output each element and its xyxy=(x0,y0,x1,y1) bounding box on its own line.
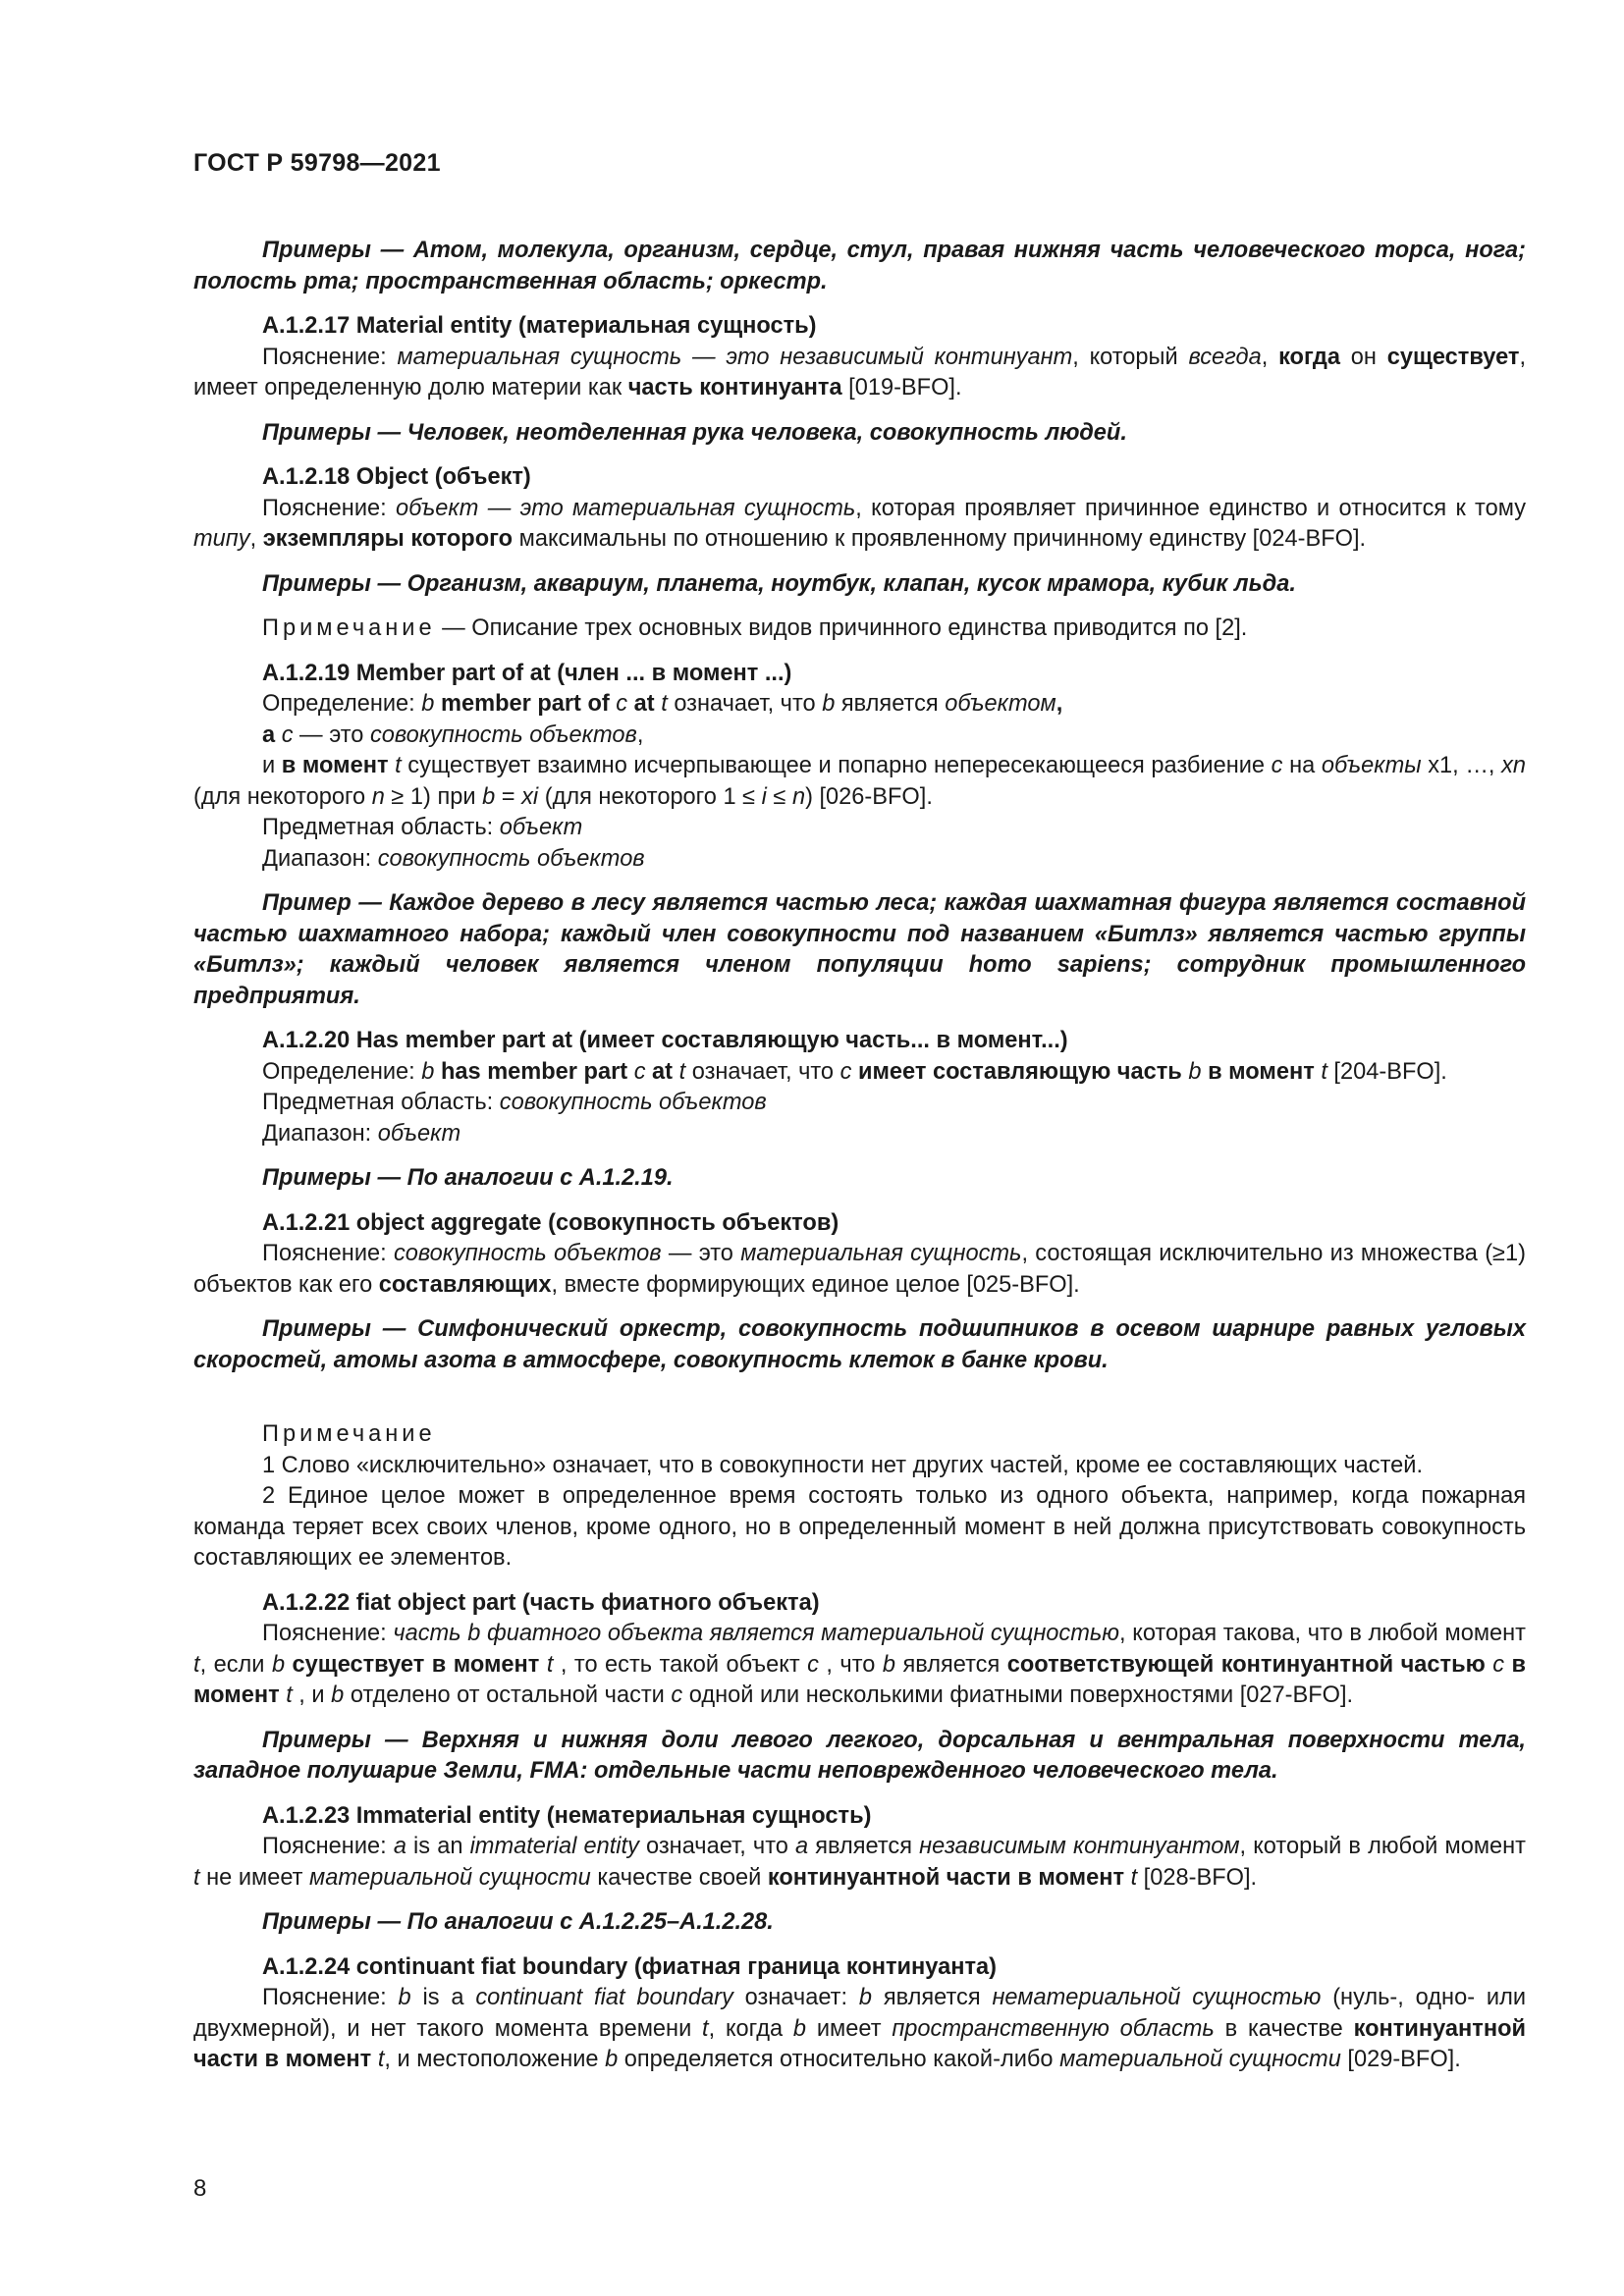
document-header: ГОСТ Р 59798—2021 xyxy=(193,149,441,177)
paragraph: Пояснение: совокупность объектов — это материальная сущность, состоящая исключительно из множества (≥1) объектов как его составляющих, вместе формирующих единое целое [025-BFO]. xyxy=(193,1241,1526,1298)
example-text: Примеры — По аналогии с А.1.2.25–А.1.2.28. xyxy=(262,1909,774,1935)
paragraph: Пояснение: часть b фиатного объекта является материальной сущностью, которая такова, что в любой момент t, если b существует в момент t , то есть такой объект c , что b является соответствующей континуантной частью c в момент t , и b отделено от остальной части c одной или несколькими фиатными поверхностями [027-BFO]. xyxy=(193,1621,1527,1708)
paragraph: Определение: b has member part c at t означает, что c имеет составляющую часть b в момент t [204-BFO]. xyxy=(262,1058,1447,1085)
example-text: Примеры — Человек, неотделенная рука человека, совокупность людей. xyxy=(262,419,1127,446)
paragraph: и в момент t существует взаимно исчерпывающее и попарно непересекающееся разбиение c на объекты x1, …, xn (для некоторого n ≥ 1) при b = xi (для некоторого 1 ≤ i ≤ n) [026-BFO]. xyxy=(193,753,1526,810)
example-text: Примеры — Организм, аквариум, планета, ноутбук, клапан, кусок мрамора, кубик льда. xyxy=(262,570,1296,597)
example-text: Пример — Каждое дерево в лесу является частью леса; каждая шахматная фигура является составной частью шахматного набора; каждый член совокупности под названием «Битлз» является частью группы «Битлз»; каждый человек является членом популяции hoто sapiens; сотрудник промышленного предприятия. xyxy=(193,890,1526,1009)
paragraph: 2 Единое целое может в определенное время состоять только из одного объекта, например, когда пожарная команда теряет всех своих членов, кроме одного, но в определенный момент в ней должна присутствовать совокупность составляющих ее элементов. xyxy=(193,1483,1526,1571)
paragraph: Пояснение: материальная сущность — это независимый континуант, который всегда, когда он существует, имеет определенную долю материи как часть континуанта [019-BFO]. xyxy=(193,344,1526,400)
paragraph: Диапазон: объект xyxy=(262,1120,461,1147)
example-text: Примеры — Верхняя и нижняя доли левого легкого, дорсальная и вентральная поверхности тела, западное полушарие Земли, FMA: отдельные части неповрежденного человеческого тела. xyxy=(193,1727,1526,1784)
note-label: Примечание xyxy=(262,1421,436,1447)
section-heading: А.1.2.21 object aggregate (совокупность объектов) xyxy=(262,1209,839,1236)
example-text: Примеры — Атом, молекула, организм, сердце, стул, правая нижняя часть человеческого торса, нога; полость рта; пространственная область; оркестр. xyxy=(193,238,1526,294)
paragraph: а c — это совокупность объектов, xyxy=(262,721,644,748)
section-heading: А.1.2.19 Member part of at (член ... в момент ...) xyxy=(262,660,792,686)
paragraph: Пояснение: объект — это материальная сущность, которая проявляет причинное единство и относится к тому типу, экземпляры которого максимальны по отношению к проявленному причинному единству [024-BFO]. xyxy=(193,495,1526,552)
document-body xyxy=(193,222,1526,2076)
paragraph: Предметная область: объект xyxy=(262,815,583,840)
section-heading: А.1.2.22 fiat object part (часть фиатного объекта) xyxy=(262,1589,820,1616)
paragraph: 1 Слово «исключительно» означает, что в совокупности нет других частей, кроме ее составляющих частей. xyxy=(262,1452,1424,1478)
paragraph: Пояснение: b is a continuant fiat boundary означает: b является нематериальной сущностью (нуль-, одно- или двухмерной), и нет такого момента времени t, когда b имеет пространственную область в качестве континуантной части в момент t, и местоположение b определяется относительно какой-либо материальной сущности [029-BFO]. xyxy=(193,1985,1527,2072)
section-heading: А.1.2.20 Has member part at (имеет составляющую часть... в момент...) xyxy=(262,1028,1068,1053)
paragraph: Предметная область: совокупность объектов xyxy=(262,1090,767,1115)
note-label: Примечание xyxy=(262,615,436,641)
section-heading: А.1.2.24 continuant fiat boundary (фиатная граница континуанта) xyxy=(262,1953,998,1980)
example-text: Примеры — Симфонический оркестр, совокупность подшипников в осевом шарнире равных угловых скоростей, атомы азота в атмосфере, совокупность клеток в банке крови. xyxy=(193,1316,1526,1373)
note xyxy=(193,614,1526,645)
note xyxy=(193,1419,1526,1451)
example-text: Примеры — По аналогии с А.1.2.19. xyxy=(262,1165,674,1191)
paragraph: Определение: b member part of c at t означает, что b является объектом, xyxy=(262,691,1063,717)
paragraph: Пояснение: a is an immaterial entity означает, что a является независимым континуантом, который в любой момент t не имеет материальной сущности качестве своей континуантной части в момент t [028-BFO]. xyxy=(193,1834,1526,1891)
section-heading: А.1.2.18 Object (объект) xyxy=(262,464,531,490)
page-number: 8 xyxy=(193,2175,207,2202)
note-text: — Описание трех основных видов причинного единства приводится по [2]. xyxy=(435,615,1248,641)
paragraph: Диапазон: совокупность объектов xyxy=(262,845,645,872)
section-heading: А.1.2.23 Immaterial entity (нематериальная сущность) xyxy=(262,1802,872,1829)
section-heading: А.1.2.17 Material entity (материальная сущность) xyxy=(262,313,817,339)
